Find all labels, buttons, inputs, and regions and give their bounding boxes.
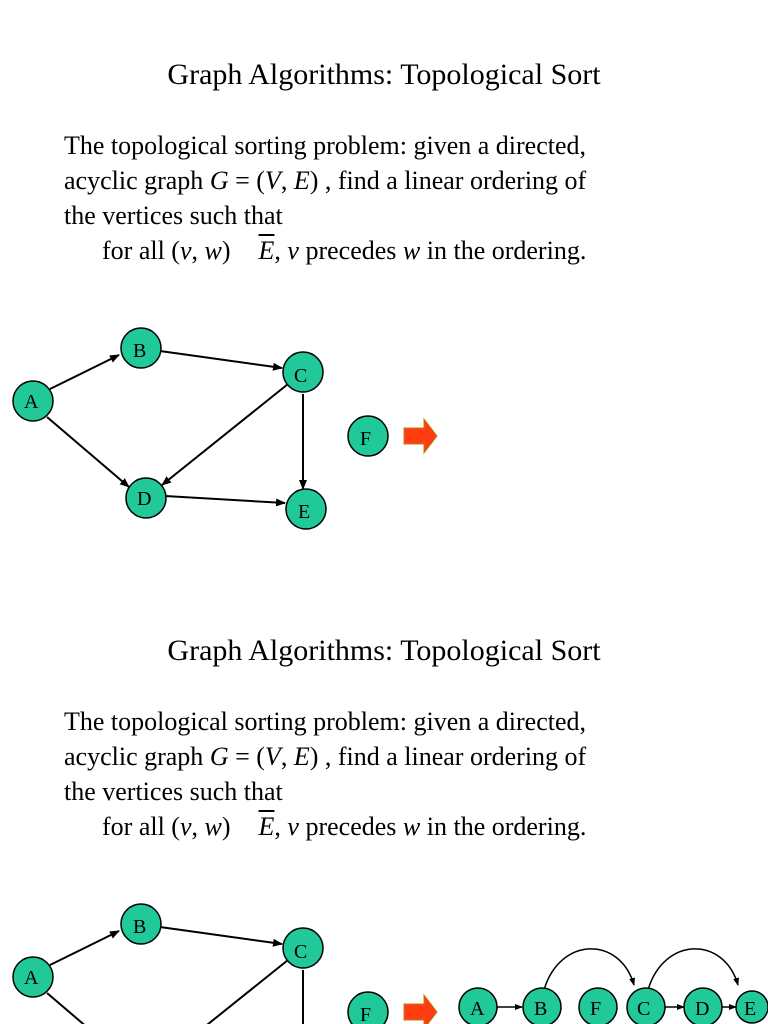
node-label: D (695, 998, 710, 1020)
text: in the ordering. (420, 236, 587, 265)
node-label: C (294, 365, 308, 387)
node-d (126, 478, 166, 518)
node-label: E (298, 501, 311, 523)
node-label: B (534, 998, 548, 1020)
right-arrow-icon (404, 419, 437, 453)
edge-b-c (160, 927, 282, 944)
var-v: V (264, 166, 281, 195)
edge-a-b (50, 355, 119, 389)
edge-a-b (50, 931, 119, 965)
text: for all ( (102, 236, 180, 265)
node-label: A (24, 391, 39, 413)
var-w: w (204, 236, 222, 265)
graph-diagram (0, 576, 768, 1024)
order-node-d (684, 988, 722, 1024)
edge-b-c (160, 351, 282, 368)
text: , (191, 236, 205, 265)
edge-c-d (162, 960, 288, 1024)
text: , (274, 236, 288, 265)
node-a (13, 957, 53, 997)
var-v: V (264, 742, 281, 771)
right-arrow-icon (404, 995, 437, 1024)
order-edge-c-e (648, 949, 738, 990)
node-c (283, 928, 323, 968)
node-e (286, 489, 326, 529)
edge-a-d (47, 993, 129, 1024)
node-f (348, 416, 388, 456)
text: , (191, 812, 205, 841)
order-node-e (736, 991, 768, 1023)
var-w: w (402, 812, 421, 841)
node-label: A (470, 998, 485, 1020)
order-edge-b-c (544, 949, 634, 990)
text: The topological sorting problem: given a directed, (64, 131, 587, 160)
text: acyclic graph (64, 742, 210, 771)
order-node-a (459, 988, 497, 1024)
node-f (348, 992, 388, 1024)
slide-title: Graph Algorithms: Topological Sort (167, 58, 601, 91)
text: acyclic graph (64, 166, 210, 195)
var-w: w (402, 236, 421, 265)
text: precedes (298, 812, 403, 841)
text: , (280, 166, 294, 195)
edge-c-d (162, 384, 288, 485)
text: , (274, 812, 288, 841)
var-g: G (209, 742, 229, 771)
text: precedes (298, 236, 403, 265)
text: ) (221, 236, 231, 265)
var-v: v (287, 812, 299, 841)
node-label: B (133, 916, 147, 938)
var-e: $\overline{E}$ (258, 812, 275, 841)
var-v: v (287, 236, 299, 265)
node-label: D (137, 488, 152, 510)
slide-title: Graph Algorithms: Topological Sort (167, 634, 601, 667)
text: the vertices such that (64, 777, 283, 806)
var-v: v (179, 812, 192, 841)
edge-d-e (165, 496, 285, 503)
node-label: E (744, 998, 757, 1020)
node-label: A (24, 967, 39, 989)
text: ) , find a linear ordering of (309, 166, 587, 195)
node-label: B (133, 340, 147, 362)
text: in the ordering. (420, 812, 587, 841)
node-c (283, 352, 323, 392)
node-label: F (360, 1004, 372, 1024)
node-label: F (360, 428, 372, 450)
var-e: E (293, 742, 310, 771)
node-a (13, 381, 53, 421)
order-node-b (523, 988, 561, 1024)
node-label: C (637, 998, 651, 1020)
node-label: C (294, 941, 308, 963)
text: The topological sorting problem: given a directed, (64, 707, 587, 736)
order-node-f (579, 988, 617, 1024)
text: for all ( (102, 812, 180, 841)
order-node-c (627, 988, 665, 1024)
text: ) , find a linear ordering of (309, 742, 587, 771)
var-g: G (209, 166, 229, 195)
edge-a-d (47, 417, 129, 487)
var-v: v (179, 236, 192, 265)
text: , (280, 742, 294, 771)
var-e: E (293, 166, 310, 195)
node-b (121, 328, 161, 368)
slide-2 (0, 576, 768, 1024)
text: the vertices such that (64, 201, 283, 230)
node-b (121, 904, 161, 944)
node-label: F (590, 998, 602, 1020)
var-w: w (204, 812, 222, 841)
text: = ( (228, 166, 265, 195)
text: = ( (228, 742, 265, 771)
var-e: $\overline{E}$ (258, 236, 275, 265)
text: ) (221, 812, 231, 841)
